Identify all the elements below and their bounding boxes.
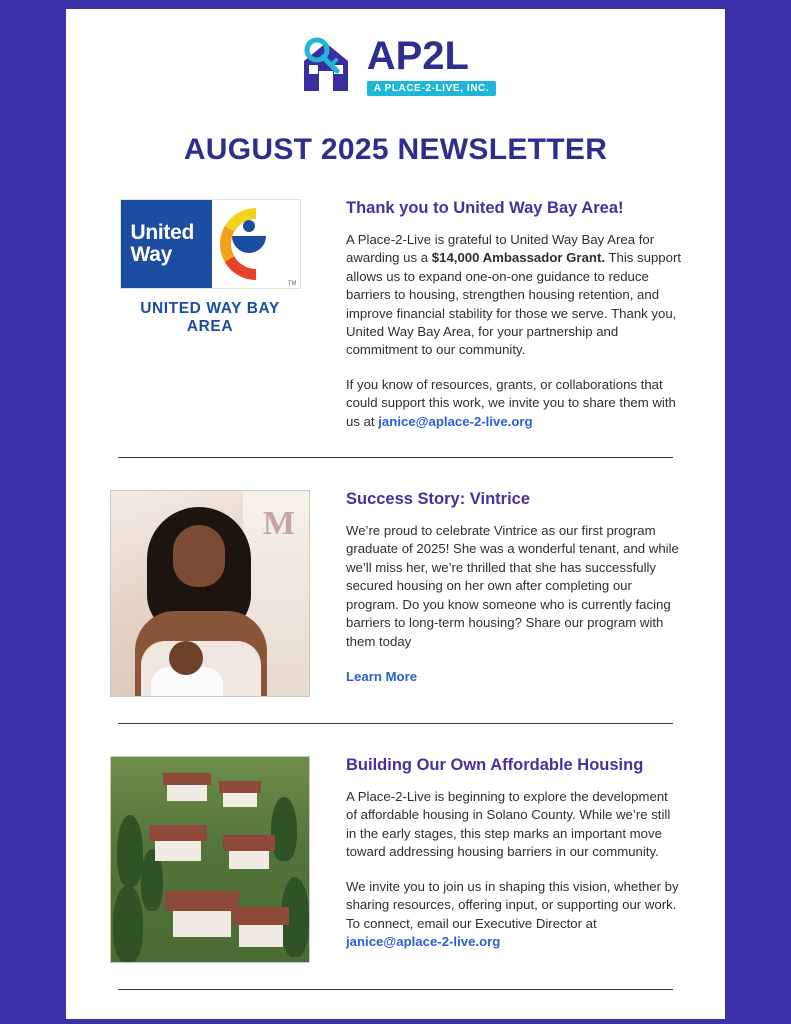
trademark-mark: TM [287,281,297,287]
paragraph [346,231,681,360]
united-way-bay-area-logo [120,199,301,336]
section-divider [118,457,673,458]
text-run: We’re proud to celebrate Vintrice as our first program graduate of 2025! She was a wonderful tenant, and while we’ll miss her, we’re thrilled that she has successfully secured housing on her own after completing our program. Do you know someone who is currently facing barriers to long-term housing? Share our program with them today [346,523,679,649]
united-way-brand-line-1: United [130,221,195,244]
success-story-text-column [310,490,681,697]
success-story-image-column [110,490,310,697]
paragraph [346,788,681,862]
section-united-way [66,199,725,431]
backdrop-letter: M [262,505,295,543]
section-divider [118,723,673,724]
section-heading-affordable-housing: Building Our Own Affordable Housing [346,756,644,775]
united-way-text-column [310,199,681,431]
united-way-brand-line-2: Way [130,243,172,266]
text-run: If you know of resources, grants, or collaborations that could support this work, we invite you to share them with us at [346,376,676,429]
section-divider [118,989,673,990]
section-affordable-housing [66,756,725,963]
united-way-logo-column [110,199,310,431]
text-run: A Place-2-Live is beginning to explore the development of affordable housing in Solano County. While we’re still in the early stages, this step marks an important move toward addressing housing barriers in our community. [346,789,671,860]
ap2l-house-key-icon [295,35,357,97]
united-way-person-icon [243,220,255,232]
affordable-housing-text-column [310,756,681,963]
page-title: AUGUST 2025 NEWSLETTER [183,133,608,166]
text-run: We invite you to join us in shaping this vision, whether by sharing resources, offering input, or supporting our work. To connect, email our Executive Director at [346,878,679,931]
paragraph [346,878,681,952]
newsletter-page [66,9,725,1019]
text-run: A Place-2-Live is grateful to United Way Bay Area for awarding us a [346,232,655,266]
united-way-caption: UNITED WAY BAY AREA [140,300,280,335]
logo-tagline: A PLACE-2-LIVE, INC. [367,81,497,96]
email-link-janice[interactable]: janice@aplace-2-live.org [378,413,533,429]
section-heading-success-story: Success Story: Vintrice [346,490,531,509]
email-link-janice[interactable]: janice@aplace-2-live.org [346,933,501,949]
logo-wordmark: AP2L [366,34,469,78]
brand-logo [66,9,725,97]
text-run-bold: $14,000 Ambassador Grant. [431,250,606,266]
paragraph [346,522,681,651]
section-heading-united-way: Thank you to United Way Bay Area! [346,199,624,217]
section-success-story [66,490,725,697]
learn-more-link[interactable]: Learn More [346,668,418,684]
paragraph [346,376,681,431]
hillside-village-housing-photo [110,756,310,963]
text-run: This support allows us to expand one-on-one guidance to reduce barriers to housing, strengthen housing retention, and improve financial stability for those we serve. Thank you, United Way Bay Area, for your partnership and commitment to our community. [346,250,682,358]
vintrice-portrait-photo [110,490,310,697]
affordable-housing-image-column [110,756,310,963]
